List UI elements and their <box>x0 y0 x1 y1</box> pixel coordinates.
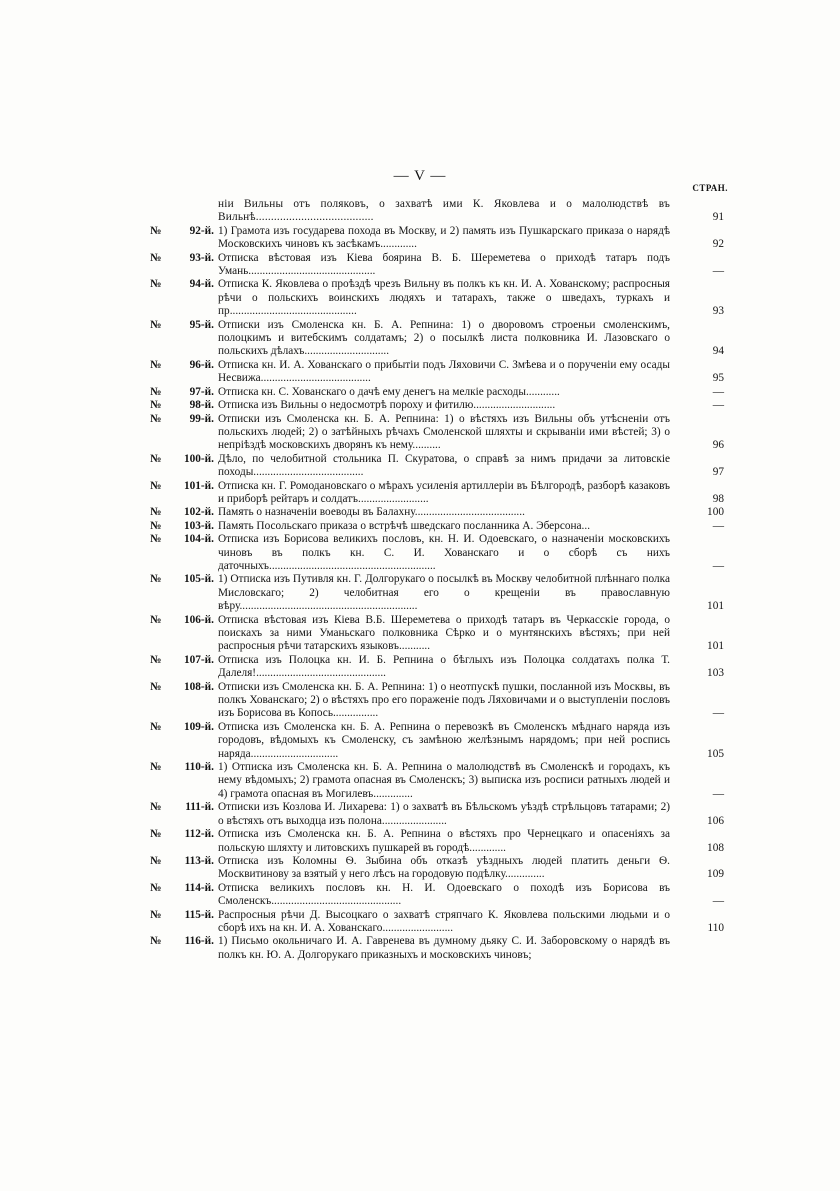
entry-text: ніи Вильны отъ поляковъ, о захватѣ ими К. Яковлева и о малолюдствѣ въ Вильнѣ....................................... <box>218 198 670 224</box>
entry-no-sign: № <box>150 935 162 948</box>
entry-number: 103-й. <box>183 519 214 532</box>
entry-page: — <box>712 265 724 278</box>
entry-no-sign: № <box>150 881 162 894</box>
toc-entry <box>150 681 724 721</box>
entry-number: 108-й. <box>183 680 214 693</box>
entry-number: 104-й. <box>183 533 214 546</box>
entry-text: Отписка изъ Борисова великихъ пословъ, кн. Н. И. Одоевскаго, о назначеніи московскихъ чиновъ въ полкъ кн. С. И. Хованскаго и о сборѣ съ нихъ даточныхъ........................................................... <box>218 533 670 572</box>
entry-text: Отписка великихъ пословъ кн. Н. И. Одоевскаго о походѣ изъ Борисова въ Смоленскъ.............................................. <box>218 881 670 908</box>
entry-number: 109-й. <box>183 720 214 733</box>
entry-no-sign: № <box>150 613 162 626</box>
entry-text: Дѣло, по челобитной стольника П. Скуратова, о справѣ за нимъ придачи за литовскіе походы....................................... <box>218 452 670 479</box>
entry-number: 111-й. <box>185 801 214 814</box>
page-column-label: СТРАН. <box>692 183 728 193</box>
toc-entry <box>150 278 724 318</box>
entry-number: 113-й. <box>184 854 214 867</box>
entry-number: 95-й. <box>189 318 214 331</box>
entry-number: 93-й. <box>189 251 214 264</box>
toc-entry <box>150 413 724 453</box>
entry-page: 103 <box>707 667 724 680</box>
entry-page: 94 <box>712 345 724 358</box>
entry-page: 96 <box>712 439 724 452</box>
toc-entry <box>150 654 724 681</box>
entry-page: 91 <box>712 211 724 224</box>
toc-entry <box>150 573 724 613</box>
entry-page: — <box>712 787 724 800</box>
entry-no-sign: № <box>150 358 162 371</box>
entry-page: 95 <box>712 372 724 385</box>
entry-no-sign: № <box>150 251 162 264</box>
entry-number: 110-й. <box>184 761 214 774</box>
entry-text: Отписки изъ Смоленска кн. Б. А. Репнина: 1) о вѣстяхъ изъ Вильны объ утѣсненіи отъ польскихъ людей; 2) о затѣйныхъ рѣчахъ Смоленской шляхты и скрываніи ими вѣстей; 3) о непріѣздѣ московскихъ дворянъ къ нему.......... <box>218 412 670 452</box>
entry-page: 110 <box>707 921 724 934</box>
toc-entry <box>150 386 724 399</box>
page-title: — V — <box>393 168 447 184</box>
toc-entry <box>150 855 724 882</box>
entry-page: 109 <box>707 868 724 881</box>
toc-entry <box>150 225 724 252</box>
toc-entry <box>150 614 724 654</box>
entry-text: Отписка изъ Полоцка кн. И. Б. Репнина о бѣглыхъ изъ Полоцка солдатахъ полка Т. Далеля!.............................................. <box>218 653 670 680</box>
entry-page: — <box>712 385 724 398</box>
entry-text: 1) Отписка изъ Смоленска кн. Б. А. Репнина о малолюдствѣ въ Смоленскѣ и городахъ, къ нему вѣдомыхъ; 2) грамота опасная въ Смоленскъ; 3) выписка изъ росписи ратныхъ людей и 4) грамота опасная въ Могилевъ.............. <box>218 761 670 800</box>
entry-no-sign: № <box>150 399 162 412</box>
entry-text: Отписка кн. Г. Ромодановскаго о мѣрахъ усиленія артиллеріи въ Бѣлгородѣ, разборѣ казаковъ и приборѣ рейтаръ и солдатъ......................... <box>218 479 670 505</box>
entry-no-sign: № <box>150 318 162 331</box>
entry-number: 97-й. <box>189 385 214 398</box>
toc-list <box>150 198 724 962</box>
entry-text: Отписка изъ Вильны о недосмотрѣ пороху и фитилю............................. <box>218 399 556 412</box>
entry-number: 106-й. <box>183 613 214 626</box>
entry-number: 101-й. <box>183 479 214 492</box>
entry-number: 92-й. <box>189 224 214 237</box>
entry-no-sign: № <box>150 573 162 586</box>
entry-no-sign: № <box>150 720 162 733</box>
toc-entry <box>150 399 724 412</box>
entry-number: 105-й. <box>183 573 214 586</box>
entry-page: — <box>712 399 724 412</box>
entry-page: — <box>712 519 724 532</box>
entry-text: Отписка изъ Смоленска кн. Б. А. Репнина о перевозкѣ въ Смоленскъ мѣднаго наряда изъ городовъ, вѣдомыхъ къ Смоленску, съ замѣною желѣзнымъ нарядомъ; при ней роспись наряда............................... <box>218 720 670 760</box>
entry-number: 116-й. <box>184 935 214 948</box>
entry-no-sign: № <box>150 278 162 291</box>
entry-text: Отписка изъ Коломны Ѳ. Зыбина объ отказѣ уѣздныхъ людей платить деньги Ѳ. Москвитинову за взятый у него лѣсъ на городовую подѣлку.............. <box>218 854 670 881</box>
entry-page: 101 <box>707 640 724 653</box>
toc-entry <box>150 909 724 936</box>
entry-page: 100 <box>707 506 724 519</box>
entry-page: 106 <box>707 814 724 827</box>
entry-number: 94-й. <box>189 278 214 291</box>
entry-number: 100-й. <box>183 452 214 465</box>
entry-text: Распросныя рѣчи Д. Высоцкаго о захватѣ стряпчаго К. Яковлева польскими людьми и о сборѣ ихъ на кн. И. А. Хованскаго......................... <box>218 908 670 934</box>
entry-number: 99-й. <box>189 412 214 425</box>
entry-no-sign: № <box>150 479 162 492</box>
toc-entry <box>150 359 724 386</box>
toc-entry <box>150 935 724 962</box>
entry-number: 96-й. <box>189 358 214 371</box>
entry-number: 115-й. <box>184 908 214 921</box>
entry-no-sign: № <box>150 452 162 465</box>
entry-no-sign: № <box>150 801 162 814</box>
entry-no-sign: № <box>150 224 162 237</box>
entry-no-sign: № <box>150 680 162 693</box>
entry-page: 98 <box>712 492 724 505</box>
entry-text: 1) Грамота изъ государева похода въ Москву, и 2) память изъ Пушкарскаго приказа о нарядѣ Московскихъ чиновъ къ засѣкамъ............. <box>218 224 670 251</box>
toc-entry <box>150 520 724 533</box>
entry-no-sign: № <box>150 519 162 532</box>
entry-page: — <box>712 895 724 908</box>
toc-entry <box>150 198 724 225</box>
toc-entry <box>150 319 724 359</box>
entry-page: 105 <box>707 747 724 760</box>
entry-text: Отписки изъ Смоленска кн. Б. А. Репнина: 1) о неотпускѣ пушки, посланной изъ Москвы, въ полкъ Хованскаго; 2) о вѣстяхъ про его пораженіе подъ Ляховичами и о выступленіи пословъ изъ Борисова въ Копось................ <box>218 680 670 720</box>
entry-no-sign: № <box>150 908 162 921</box>
entry-text: Отписка вѣстовая изъ Кіева боярина В. Б. Шереметева о приходѣ татаръ подъ Умань............................................. <box>218 251 670 278</box>
toc-entry <box>150 721 724 761</box>
toc-entry <box>150 480 724 507</box>
entry-text: Память о назначеніи воеводы въ Балахну....................................... <box>218 506 525 519</box>
entry-text: Отписка К. Яковлева о проѣздѣ чрезъ Вильну въ полкъ къ кн. И. А. Хованскому; распросныя рѣчи о польскихъ воинскихъ людяхъ и татарахъ, также о шведахъ, туркахъ и пр............................................. <box>218 278 670 318</box>
toc-entry <box>150 252 724 279</box>
entry-text: Отписки изъ Смоленска кн. Б. А. Репнина: 1) о дворовомъ строеньи смоленскимъ, полоцкимъ и витебскимъ солдатамъ; 2) о посылкѣ листа полковника И. Лазовскаго о польскихъ дѣлахъ.............................. <box>218 318 670 358</box>
toc-entry <box>150 453 724 480</box>
entry-no-sign: № <box>150 828 162 841</box>
entry-no-sign: № <box>150 653 162 666</box>
entry-number: 112-й. <box>184 828 214 841</box>
entry-text: Память Посольскаго приказа о встрѣчѣ шведскаго посланника А. Эберсона... <box>218 519 591 532</box>
entry-page: — <box>712 707 724 720</box>
entry-text: Отписка кн. С. Хованскаго о дачѣ ему денегъ на мелкіе расходы............ <box>218 385 560 398</box>
entry-text: Отписки изъ Козлова И. Лихарева: 1) о захватѣ въ Бѣльскомъ уѣздѣ стрѣльцовъ татарами; 2) о вѣстяхъ отъ выходца изъ полона....................... <box>218 801 670 827</box>
toc-entry <box>150 828 724 855</box>
entry-text: Отписка изъ Смоленска кн. Б. А. Репнина о вѣстяхъ про Чернецкаго и опасеніяхъ за польскую шляхту и литовскихъ пушкарей въ городѣ............. <box>218 828 670 854</box>
toc-entry <box>150 882 724 909</box>
entry-number: 114-й. <box>184 881 214 894</box>
entry-page: 97 <box>712 466 724 479</box>
entry-no-sign: № <box>150 412 162 425</box>
entry-text: 1) Отписка изъ Путивля кн. Г. Долгорукаго о посылкѣ въ Москву челобитной плѣннаго полка Мисловскаго; 2) челобитная его о крещеніи въ православную вѣру............................................................... <box>218 573 670 613</box>
entry-no-sign: № <box>150 506 162 519</box>
entry-number: 102-й. <box>183 506 214 519</box>
entry-no-sign: № <box>150 533 162 546</box>
entry-page: — <box>712 559 724 572</box>
entry-text: Отписка вѣстовая изъ Кіева В.Б. Шереметева о приходѣ татаръ въ Черкасскіе города, о поискахъ за ними Уманьскаго полковника Сѣрко и о мунтянскихъ вѣстяхъ; при ней распросныя рѣчи татарскихъ языковъ........... <box>218 613 670 653</box>
entry-page: 92 <box>712 238 724 251</box>
toc-entry <box>150 761 724 801</box>
entry-number: 107-й. <box>183 653 214 666</box>
entry-page: 108 <box>707 841 724 854</box>
entry-no-sign: № <box>150 854 162 867</box>
entry-no-sign: № <box>150 761 162 774</box>
toc-entry <box>150 533 724 573</box>
entry-page: 101 <box>707 600 724 613</box>
entry-text: Отписка кн. И. А. Хованскаго о прибытіи подъ Ляховичи С. Змѣева и о порученіи ему осады Несвижа....................................... <box>218 358 670 385</box>
entry-page: 93 <box>712 305 724 318</box>
toc-entry <box>150 801 724 828</box>
entry-text: 1) Письмо окольничаго И. А. Гавренева въ думному дьяку С. И. Заборовскому о нарядѣ въ полкъ кн. Ю. А. Долгорукаго приказныхъ и московскихъ чиновъ; <box>218 935 670 961</box>
toc-entry <box>150 506 724 519</box>
entry-no-sign: № <box>150 385 162 398</box>
entry-number: 98-й. <box>189 399 214 412</box>
